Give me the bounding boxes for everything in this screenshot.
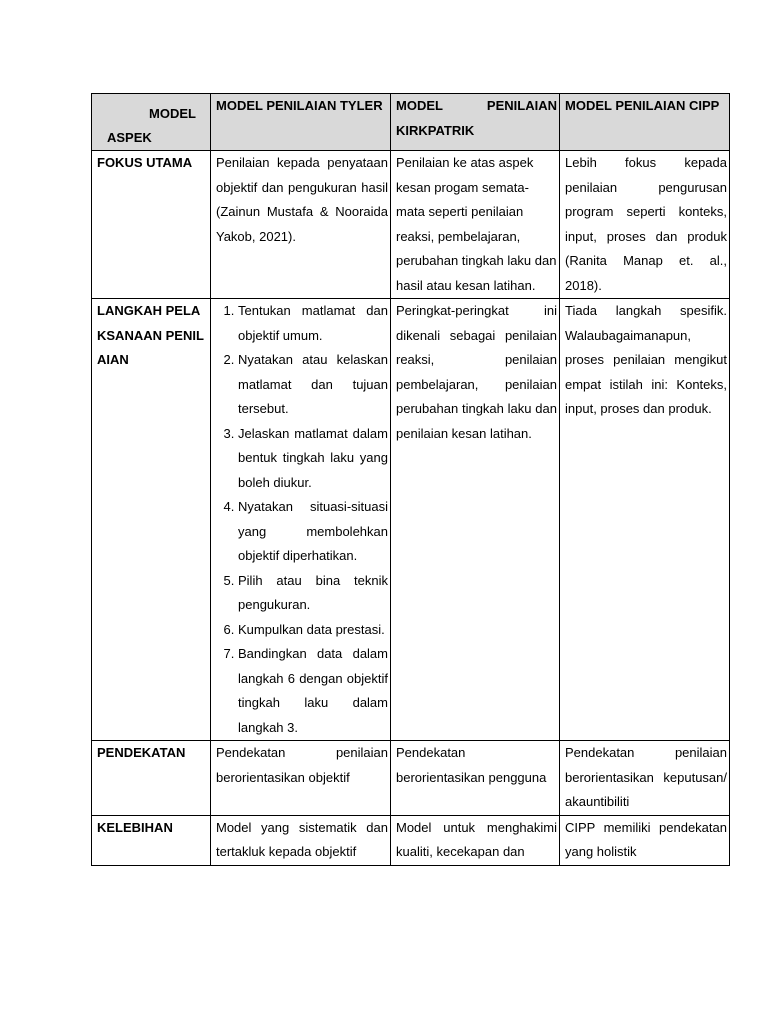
cell-fokus-kirkpatrik: Penilaian ke atas aspek kesan progam semata-mata seperti penilaian reaksi, pembelajaran, perubahan tingkah laku dan hasil atau kesan latihan. (391, 151, 560, 299)
row-label-kelebihan: KELEBIHAN (92, 815, 211, 865)
header-aspek-label: ASPEK (107, 130, 152, 145)
header-cipp: MODEL PENILAIAN CIPP (560, 94, 730, 151)
cell-langkah-kirkpatrik: Peringkat-peringkat ini dikenali sebagai penilaian reaksi, penilaian pembelajaran, penilaian perubahan tingkah laku dan penilaian kesan latihan. (391, 299, 560, 741)
list-item: 7. Bandingkan data dalam langkah 6 dengan objektif tingkah laku dalam langkah 3. (238, 642, 388, 740)
header-aspect-model-cell (92, 94, 211, 151)
comparison-table (91, 93, 730, 866)
row-label-langkah: LANGKAH PELAKSANAAN PENILAIAN (92, 299, 211, 741)
cell-pendekatan-cipp: Pendekatan penilaian berorientasikan keputusan/ akauntibiliti (560, 741, 730, 816)
row-fokus-utama (92, 151, 730, 299)
row-pendekatan (92, 741, 730, 816)
tyler-steps-list (216, 299, 388, 740)
header-row (92, 94, 730, 151)
cell-pendekatan-kirkpatrik: Pendekatan berorientasikan pengguna (391, 741, 560, 816)
cell-kelebihan-cipp: CIPP memiliki pendekatan yang holistik (560, 815, 730, 865)
list-item: 6. Kumpulkan data prestasi. (238, 618, 388, 643)
row-label-pendekatan: PENDEKATAN (92, 741, 211, 816)
cell-langkah-cipp: Tiada langkah spesifik. Walaubagaimanapun, proses penilaian mengikut empat istilah ini: Konteks, input, proses dan produk. (560, 299, 730, 741)
cell-kelebihan-kirkpatrik: Model untuk menghakimi kualiti, kecekapan dan (391, 815, 560, 865)
row-kelebihan (92, 815, 730, 865)
list-item: 3. Jelaskan matlamat dalam bentuk tingkah laku yang boleh diukur. (238, 422, 388, 496)
cell-langkah-tyler (211, 299, 391, 741)
cell-fokus-tyler: Penilaian kepada penyataan objektif dan pengukuran hasil (Zainun Mustafa & Nooraida Yakob, 2021). (211, 151, 391, 299)
header-tyler: MODEL PENILAIAN TYLER (211, 94, 391, 151)
list-item: 2. Nyatakan atau kelaskan matlamat dan tujuan tersebut. (238, 348, 388, 422)
row-label-fokus-utama: FOKUS UTAMA (92, 151, 211, 299)
header-kirkpatrik: MODEL PENILAIAN KIRKPATRIK (391, 94, 560, 151)
list-item: 4. Nyatakan situasi-situasi yang membolehkan objektif diperhatikan. (238, 495, 388, 569)
cell-pendekatan-tyler: Pendekatan penilaian berorientasikan objektif (211, 741, 391, 816)
cell-kelebihan-tyler: Model yang sistematik dan tertakluk kepada objektif (211, 815, 391, 865)
row-langkah (92, 299, 730, 741)
list-item: 5. Pilih atau bina teknik pengukuran. (238, 569, 388, 618)
header-model-label: MODEL (149, 106, 196, 121)
list-item: 1. Tentukan matlamat dan objektif umum. (238, 299, 388, 348)
cell-fokus-cipp: Lebih fokus kepada penilaian pengurusan program seperti konteks, input, proses dan produk (Ranita Manap et. al., 2018). (560, 151, 730, 299)
